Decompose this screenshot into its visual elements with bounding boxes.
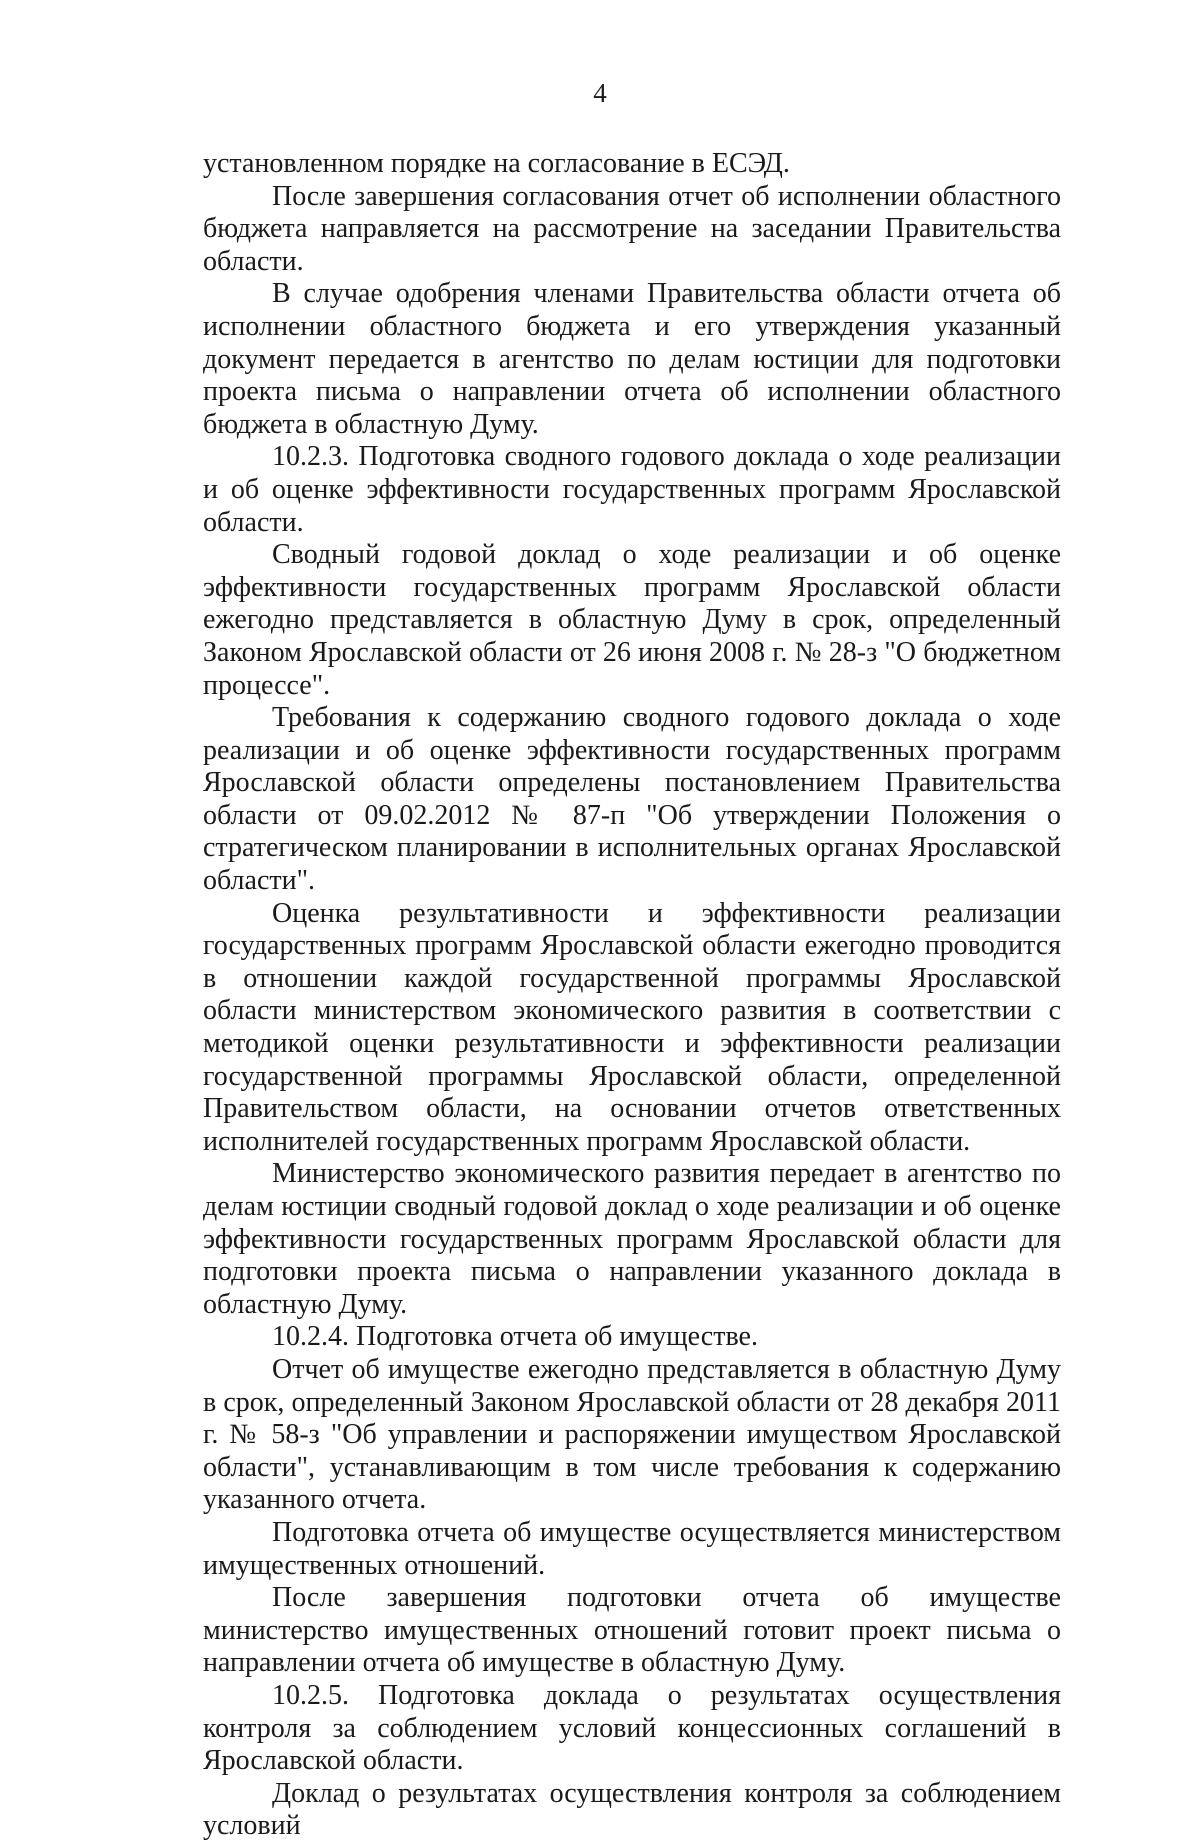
- page-number: 4: [593, 78, 607, 108]
- paragraph: Сводный годовой доклад о ходе реализации и об оценке эффективности государственных программ Ярославской области ежегодно представляется в областную Думу в срок, определенный Законом Ярославской области от 26 июня 2008 г. № 28-з "О бюджетном процессе".: [203, 539, 1061, 701]
- paragraph: Требования к содержанию сводного годового доклада о ходе реализации и об оценке эффективности государственных программ Ярославской области определены постановлением Правительства области от 09.02.2012 № 87-п "Об утверждении Положения о стратегическом планировании в исполнительных органах Ярославской области".: [203, 702, 1061, 897]
- paragraph: В случае одобрения членами Правительства области отчета об исполнении областного бюджета и его утверждения указанный документ передается в агентство по делам юстиции для подготовки проекта письма о направлении отчета об исполнении областного бюджета в областную Думу.: [203, 278, 1061, 440]
- paragraph: Отчет об имуществе ежегодно представляется в областную Думу в срок, определенный Законом Ярославской области от 28 декабря 2011 г. № 58-з "Об управлении и распоряжении имуществом Ярославской области", устанавливающим в том числе требования к содержанию указанного отчета.: [203, 1353, 1061, 1516]
- paragraph: Министерство экономического развития передает в агентство по делам юстиции сводный годовой доклад о ходе реализации и об оценке эффективности государственных программ Ярославской области для подготовки проекта письма о направлении указанного доклада в областную Думу.: [203, 1158, 1061, 1320]
- document-body: [203, 148, 1061, 1843]
- section-heading: 10.2.5. Подготовка доклада о результатах осуществления контроля за соблюдением условий концессионных соглашений в Ярославской области.: [203, 1679, 1061, 1777]
- paragraph: Подготовка отчета об имуществе осуществляется министерством имущественных отношений.: [203, 1516, 1061, 1581]
- section-heading: 10.2.3. Подготовка сводного годового доклада о ходе реализации и об оценке эффективности государственных программ Ярославской области.: [203, 441, 1061, 538]
- paragraph: После завершения подготовки отчета об имуществе министерство имущественных отношений готовит проект письма о направлении отчета об имуществе в областную Думу.: [203, 1582, 1061, 1679]
- paragraph: Доклад о результатах осуществления контроля за соблюдением условий: [203, 1777, 1061, 1842]
- paragraph: установленном порядке на согласование в ЕСЭД.: [203, 148, 790, 179]
- paragraph: Оценка результативности и эффективности реализации государственных программ Ярославской области ежегодно проводится в отношении каждой государственной программы Ярославской области министерством экономического развития в соответствии с методикой оценки результативности и эффективности реализации государственной программы Ярославской области, определенной Правительством области, на основании отчетов ответственных исполнителей государственных программ Ярославской области.: [203, 897, 1061, 1157]
- section-heading: 10.2.4. Подготовка отчета об имуществе.: [272, 1321, 758, 1353]
- paragraph: После завершения согласования отчет об исполнении областного бюджета направляется на рассмотрение на заседании Правительства области.: [203, 180, 1061, 277]
